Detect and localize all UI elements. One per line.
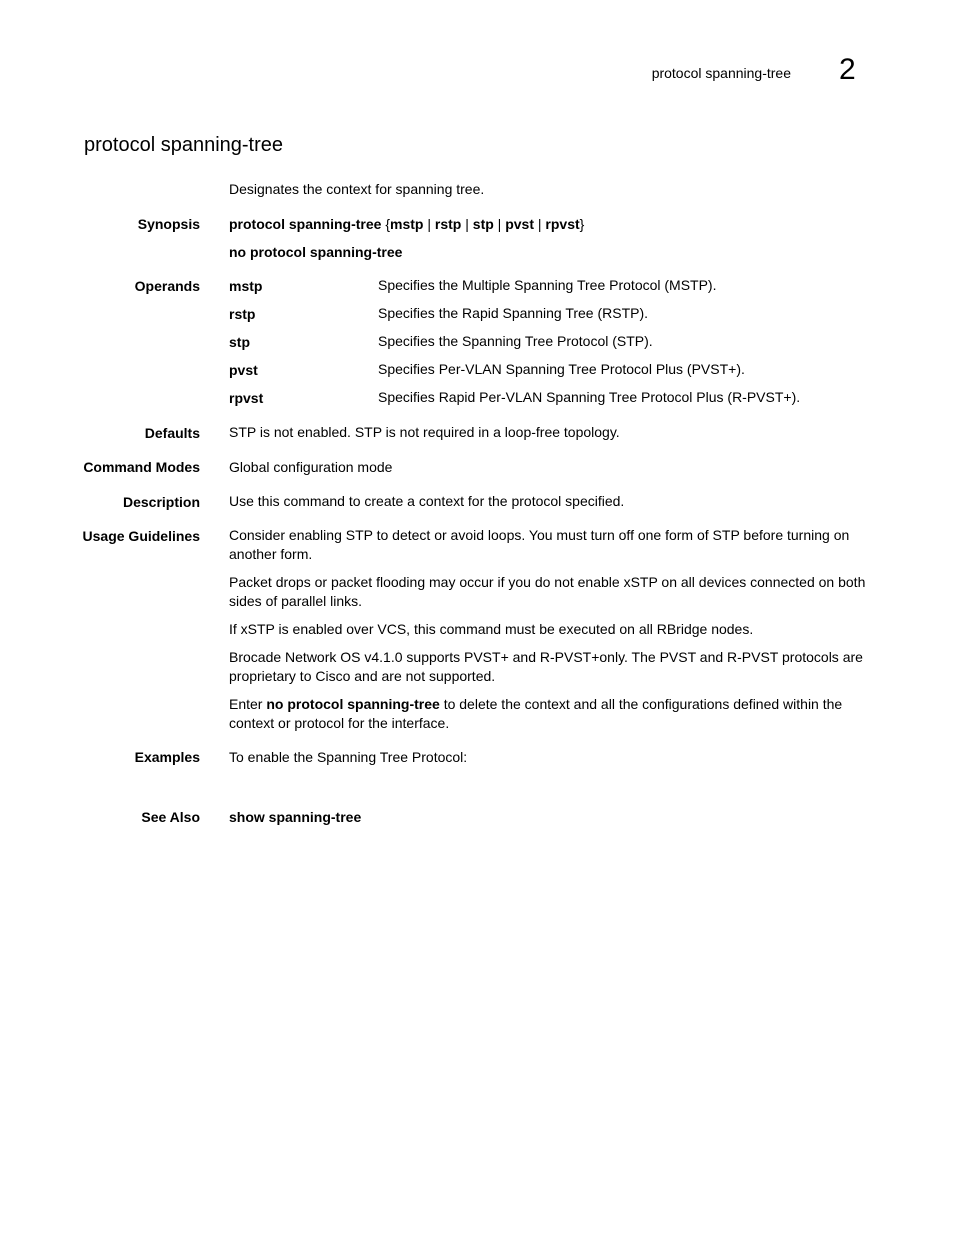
command-modes-text: Global configuration mode <box>229 459 393 475</box>
synopsis-command: protocol spanning-tree <box>229 216 382 232</box>
usage-paragraph-1: Consider enabling STP to detect or avoid loops. You must turn off one form of STP before turning on another form. <box>229 527 850 562</box>
synopsis-option-pvst: pvst <box>505 216 534 232</box>
defaults-text: STP is not enabled. STP is not required in a loop-free topology. <box>229 424 620 440</box>
command-modes-label: Command Modes <box>83 459 200 475</box>
synopsis-option-rpvst: rpvst <box>545 216 580 232</box>
synopsis-label: Synopsis <box>137 216 200 232</box>
examples-label: Examples <box>134 749 200 765</box>
usage-guidelines-label: Usage Guidelines <box>82 528 200 544</box>
description-label: Description <box>122 494 200 510</box>
defaults-label: Defaults <box>144 425 200 441</box>
separator: | <box>534 216 546 232</box>
running-header-title: protocol spanning-tree <box>651 65 791 81</box>
operand-term-stp: stp <box>229 334 250 350</box>
operand-desc-pvst: Specifies Per-VLAN Spanning Tree Protocol Plus (PVST+). <box>378 361 745 377</box>
operands-label: Operands <box>134 278 200 294</box>
usage-p5-prefix: Enter <box>229 696 267 712</box>
usage-paragraph-5 <box>229 695 869 733</box>
description-text: Use this command to create a context for the protocol specified. <box>229 493 625 509</box>
operand-desc-mstp: Specifies the Multiple Spanning Tree Protocol (MSTP). <box>378 277 717 293</box>
synopsis-option-stp: stp <box>472 216 494 232</box>
see-also-label: See Also <box>141 809 200 825</box>
operand-desc-rpvst: Specifies Rapid Per-VLAN Spanning Tree Protocol Plus (R-PVST+). <box>378 389 801 405</box>
see-also-link[interactable]: show spanning-tree <box>229 809 362 825</box>
operand-desc-rstp: Specifies the Rapid Spanning Tree (RSTP). <box>378 305 649 321</box>
synopsis-line-2: no protocol spanning-tree <box>229 244 403 260</box>
separator: | <box>423 216 435 232</box>
operand-term-mstp: mstp <box>229 278 263 294</box>
operand-desc-stp: Specifies the Spanning Tree Protocol (STP). <box>378 333 653 349</box>
chapter-number: 2 <box>839 53 856 86</box>
usage-paragraph-3: If xSTP is enabled over VCS, this command must be executed on all RBridge nodes. <box>229 621 754 637</box>
brace-close: } <box>579 216 585 232</box>
operand-term-rstp: rstp <box>229 306 256 322</box>
operand-term-pvst: pvst <box>229 362 258 378</box>
brace-open: { <box>381 216 391 232</box>
page-title: protocol spanning-tree <box>84 134 284 156</box>
separator: | <box>493 216 506 232</box>
intro-text: Designates the context for spanning tree. <box>229 181 485 197</box>
usage-p5-command: no protocol spanning-tree <box>266 696 440 712</box>
separator: | <box>461 216 473 232</box>
usage-p5-suffix: to delete the context and all the configurations defined within the context or protocol for the interface. <box>229 696 843 731</box>
examples-text: To enable the Spanning Tree Protocol: <box>229 749 468 765</box>
operand-term-rpvst: rpvst <box>229 390 264 406</box>
usage-paragraph-2: Packet drops or packet flooding may occur if you do not enable xSTP on all devices connected on both sides of parallel links. <box>229 574 866 609</box>
synopsis-line-1 <box>229 215 869 234</box>
usage-paragraph-4: Brocade Network OS v4.1.0 supports PVST+ and R-PVST+only. The PVST and R-PVST protocols are proprietary to Cisco and are not supported. <box>229 649 863 684</box>
synopsis-option-mstp: mstp <box>390 216 424 232</box>
synopsis-option-rstp: rstp <box>434 216 462 232</box>
